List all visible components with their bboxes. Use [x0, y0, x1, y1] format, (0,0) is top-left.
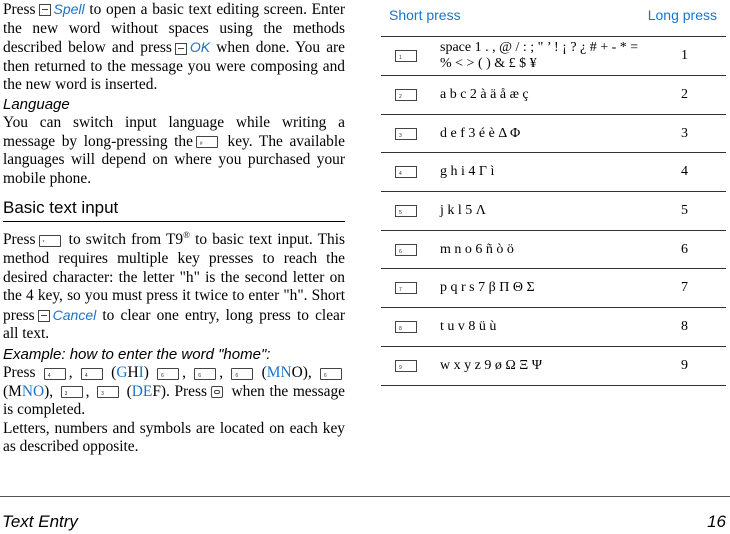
- long-press-char: 8: [681, 318, 688, 334]
- final-paragraph: Letters, numbers and symbols are located on each key as described opposite.: [3, 419, 345, 456]
- table-row: [381, 231, 726, 270]
- key-label: 6: [161, 372, 164, 379]
- hash-key-icon: [196, 136, 218, 148]
- long-press-char: 9: [681, 357, 688, 373]
- key-label: 4: [47, 372, 51, 379]
- text: when done. You are then returned to the message you were composing and the new word is inserted.: [3, 39, 345, 94]
- key-label: 3: [101, 391, 104, 398]
- short-press-chars: a b c 2 à ä å æ ç: [440, 86, 529, 102]
- long-press-char: 5: [681, 202, 688, 218]
- key-7-icon: [395, 282, 417, 294]
- letter: G: [116, 364, 128, 382]
- spell-label: Spell: [53, 1, 85, 17]
- text: Press: [3, 364, 36, 382]
- right-softkey-icon: [38, 310, 50, 322]
- key-6-icon: [157, 368, 179, 380]
- short-press-chars: space 1 . , @ / : ; " ’ ! ¡ ? ¿ # + - * = % < > ( ) & £ $ ¥: [440, 40, 639, 71]
- key-6-icon: [320, 368, 342, 380]
- letter: I: [138, 364, 144, 382]
- letter: DE: [131, 382, 153, 400]
- long-press-header: Long press: [647, 7, 717, 23]
- left-softkey-icon: [39, 4, 51, 16]
- key-label: 6: [399, 248, 402, 255]
- key-9-icon: [395, 360, 417, 372]
- key-1-icon: [395, 50, 417, 62]
- long-press-char: 4: [681, 164, 688, 180]
- key-6-icon: [194, 368, 216, 380]
- table-row: [381, 76, 726, 115]
- language-paragraph: [3, 114, 345, 188]
- key-label: 1: [399, 55, 402, 61]
- text: Press: [3, 231, 36, 249]
- long-press-char: 7: [681, 280, 688, 296]
- key-6-icon: [395, 244, 417, 256]
- text: to basic text input. This method requires multiple key presses to reach the desired character: the letter "h" is the second letter on the 4 key, so you must press it twice to enter "h". Short press: [3, 231, 345, 324]
- footer-divider: [0, 496, 730, 497]
- short-press-chars: m n o 6 ñ ò ö: [440, 241, 514, 257]
- footer-section-title: Text Entry: [2, 512, 78, 531]
- letter: F: [152, 382, 161, 400]
- long-press-char: 2: [681, 86, 688, 102]
- key-label: 3: [64, 391, 68, 398]
- key-label: 6: [235, 372, 239, 379]
- short-press-chars: p q r s 7 β Π Θ Σ: [440, 280, 535, 296]
- long-press-char: 1: [681, 48, 688, 63]
- key-3-icon: [61, 386, 83, 398]
- long-press-char: 6: [681, 241, 688, 257]
- key-3-icon: [395, 128, 417, 140]
- text: You can switch input language while writing a message by long-pressing the: [3, 113, 345, 150]
- short-press-chars: d e f 3 é è Δ Φ: [440, 125, 521, 141]
- key-characters-table: [381, 0, 726, 386]
- text: to clear one entry, long press to clear all text.: [3, 306, 345, 343]
- key-label: 5: [399, 209, 402, 216]
- key-6-icon: [231, 368, 253, 380]
- text: to switch from T9: [68, 231, 184, 249]
- table-row: [381, 269, 726, 308]
- long-press-char: 3: [681, 125, 688, 141]
- short-press-chars: t u v 8 ü ù: [440, 318, 497, 334]
- language-heading: Language: [3, 95, 70, 113]
- key-3-icon: [97, 386, 119, 398]
- star-key-icon: [39, 235, 61, 247]
- example-heading: Example: how to enter the word "home":: [3, 346, 271, 364]
- left-column: [3, 0, 345, 457]
- table-header: [381, 0, 726, 37]
- key-4-icon: [81, 368, 103, 380]
- key-2-icon: [395, 89, 417, 101]
- key-label: *: [42, 239, 45, 246]
- key-label: 7: [399, 287, 402, 294]
- key-label: 4: [399, 171, 402, 178]
- short-press-chars: g h i 4 Γ ì: [440, 164, 495, 180]
- key-4-icon: [395, 166, 417, 178]
- key-label: 8: [399, 325, 402, 332]
- table-row: [381, 153, 726, 192]
- short-press-chars: j k l 5 Λ: [440, 202, 486, 218]
- key-4-icon: [44, 368, 66, 380]
- table-row: [381, 115, 726, 154]
- ok-label: OK: [189, 39, 211, 56]
- text: key. The available languages will depend on where you purchased your mobile phone.: [3, 132, 345, 187]
- table-row: [381, 347, 726, 386]
- left-softkey-icon: [175, 43, 187, 55]
- short-press-header: Short press: [389, 7, 461, 23]
- letter: O: [291, 364, 303, 382]
- page-number: 16: [707, 512, 726, 531]
- text: Press: [3, 1, 36, 18]
- example-paragraph: Press 4 , 4 (GHI) 6 , 6 , 6 (MNO), 6 (MNO), 3 , 3 (DEF). Press when the message is completed.: [3, 364, 345, 419]
- key-5-icon: [395, 205, 417, 217]
- key-label: 6: [323, 372, 327, 379]
- key-8-icon: [395, 321, 417, 333]
- key-label: 3: [399, 132, 402, 139]
- table-row: [381, 37, 726, 76]
- cancel-label: Cancel: [52, 306, 97, 323]
- table-row: [381, 192, 726, 231]
- key-label: 2: [399, 93, 402, 100]
- registered-mark: ®: [183, 230, 190, 241]
- basic-text-paragraph: [3, 226, 345, 344]
- spell-paragraph: [3, 0, 345, 95]
- key-label: 4: [84, 372, 88, 379]
- key-label: 6: [198, 372, 202, 379]
- ok-key-icon: [211, 386, 223, 398]
- text: Press: [174, 382, 207, 400]
- letter: M: [8, 382, 22, 400]
- text: when the message is completed.: [3, 382, 345, 419]
- letter: H: [127, 364, 139, 382]
- letter: NO: [21, 382, 45, 400]
- section-title: Basic text input: [3, 198, 345, 222]
- key-label: #: [199, 141, 203, 148]
- short-press-chars: w x y z 9 ø Ω Ξ Ψ: [440, 357, 543, 373]
- text: to open a basic text editing screen. Enter the new word without spaces using the methods described below and press: [3, 1, 345, 57]
- table-row: [381, 308, 726, 347]
- letter: MN: [266, 364, 292, 382]
- key-label: 9: [399, 364, 402, 371]
